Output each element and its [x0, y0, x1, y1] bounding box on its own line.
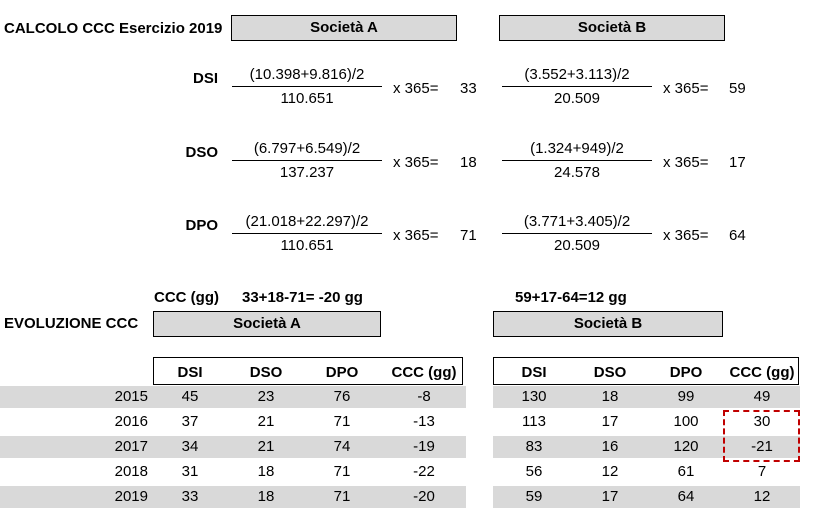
table-a-header-border: [153, 384, 463, 385]
table-a-left-border: [153, 357, 154, 384]
fraction-a: [232, 211, 382, 256]
fraction-denominator: 20.509: [554, 237, 600, 254]
fraction-a: [232, 138, 382, 183]
table-cell-a: -13: [413, 413, 435, 430]
column-header-b: DSI: [521, 364, 547, 381]
calc-row-label: DSI: [192, 70, 218, 87]
table-cell-b: 130: [521, 388, 547, 405]
fraction-b: [502, 138, 652, 183]
column-header-b: DSO: [593, 364, 627, 381]
result-a: 18: [460, 154, 477, 171]
fraction-b: [502, 211, 652, 256]
result-a: 33: [460, 80, 477, 97]
table-cell-a: -8: [417, 388, 431, 405]
column-header-b: CCC (gg): [729, 364, 795, 381]
table-cell-b: 120: [673, 438, 699, 455]
table-cell-a: 74: [333, 438, 351, 455]
table-cell-b: 64: [677, 488, 695, 505]
fraction-numerator: (21.018+22.297)/2: [245, 213, 369, 230]
evolution-company-b-header: Società B: [493, 311, 723, 337]
year-cell: 2017: [114, 438, 148, 455]
table-cell-b: 17: [601, 413, 619, 430]
multiplier-b: x 365=: [663, 80, 709, 97]
table-cell-b: 61: [677, 463, 695, 480]
result-b: 64: [729, 227, 746, 244]
result-b: 59: [729, 80, 746, 97]
table-cell-a: 71: [333, 413, 351, 430]
ccc-result-a: 33+18-71= -20 gg: [242, 289, 363, 306]
year-cell: 2015: [114, 388, 148, 405]
column-header-a: DSI: [177, 364, 203, 381]
fraction-denominator: 137.237: [279, 164, 335, 181]
fraction-numerator: (3.552+3.113)/2: [524, 66, 630, 83]
multiplier-b: x 365=: [663, 154, 709, 171]
ccc-label: CCC (gg): [154, 289, 219, 306]
table-b-header-border: [493, 384, 799, 385]
table-cell-a: 34: [181, 438, 199, 455]
table-cell-a: 21: [257, 438, 275, 455]
calc-title: CALCOLO CCC Esercizio 2019: [4, 20, 223, 37]
multiplier-a: x 365=: [393, 154, 439, 171]
result-a: 71: [460, 227, 477, 244]
table-cell-b: 18: [601, 388, 619, 405]
table-b-right-border: [798, 357, 799, 384]
table-cell-a: 18: [257, 463, 275, 480]
company-b-header: Società B: [499, 15, 725, 41]
table-cell-b: 83: [525, 438, 543, 455]
highlight-box: [723, 410, 800, 462]
table-cell-a: -22: [413, 463, 435, 480]
fraction-numerator: (6.797+6.549)/2: [253, 140, 361, 157]
table-cell-b: 30: [753, 413, 771, 430]
fraction-denominator: 110.651: [280, 90, 334, 107]
table-cell-b: 17: [601, 488, 619, 505]
column-header-a: DSO: [249, 364, 283, 381]
table-cell-b: -21: [751, 438, 773, 455]
table-cell-b: 7: [757, 463, 767, 480]
multiplier-a: x 365=: [393, 227, 439, 244]
table-cell-a: 33: [181, 488, 199, 505]
table-cell-b: 12: [601, 463, 619, 480]
table-cell-a: 76: [333, 388, 351, 405]
multiplier-a: x 365=: [393, 80, 439, 97]
table-cell-a: 23: [257, 388, 275, 405]
table-cell-a: -20: [413, 488, 435, 505]
calc-row-label: DSO: [185, 144, 218, 161]
table-cell-a: 18: [257, 488, 275, 505]
table-a-right-border: [462, 357, 463, 384]
year-cell: 2016: [114, 413, 148, 430]
fraction-numerator: (1.324+949)/2: [530, 140, 624, 157]
evolution-company-a-header: Società A: [153, 311, 381, 337]
table-cell-b: 99: [677, 388, 695, 405]
fraction-denominator: 20.509: [554, 90, 600, 107]
column-header-b: DPO: [669, 364, 703, 381]
table-cell-a: 71: [333, 463, 351, 480]
table-cell-b: 59: [525, 488, 543, 505]
fraction-b: [502, 64, 652, 109]
column-header-a: DPO: [325, 364, 359, 381]
table-b-top-border: [493, 357, 799, 358]
table-cell-b: 113: [522, 413, 546, 430]
table-cell-a: 31: [181, 463, 199, 480]
result-b: 17: [729, 154, 746, 171]
year-cell: 2019: [114, 488, 148, 505]
table-b-left-border: [493, 357, 494, 384]
ccc-result-b: 59+17-64=12 gg: [515, 289, 627, 306]
table-cell-b: 100: [673, 413, 699, 430]
table-cell-b: 12: [753, 488, 771, 505]
fraction-numerator: (10.398+9.816)/2: [249, 66, 365, 83]
multiplier-b: x 365=: [663, 227, 709, 244]
table-cell-a: 45: [181, 388, 199, 405]
column-header-a: CCC (gg): [391, 364, 457, 381]
company-a-header: Società A: [231, 15, 457, 41]
table-cell-a: -19: [413, 438, 435, 455]
fraction-denominator: 24.578: [554, 164, 600, 181]
evolution-title: EVOLUZIONE CCC: [4, 315, 139, 332]
table-cell-a: 21: [257, 413, 275, 430]
table-a-top-border: [153, 357, 463, 358]
table-cell-a: 71: [333, 488, 351, 505]
fraction-denominator: 110.651: [280, 237, 334, 254]
calc-row-label: DPO: [185, 217, 218, 234]
table-cell-a: 37: [181, 413, 199, 430]
table-cell-b: 49: [753, 388, 771, 405]
table-cell-b: 56: [525, 463, 543, 480]
table-cell-b: 16: [601, 438, 619, 455]
fraction-numerator: (3.771+3.405)/2: [523, 213, 631, 230]
fraction-a: [232, 64, 382, 109]
year-cell: 2018: [114, 463, 148, 480]
